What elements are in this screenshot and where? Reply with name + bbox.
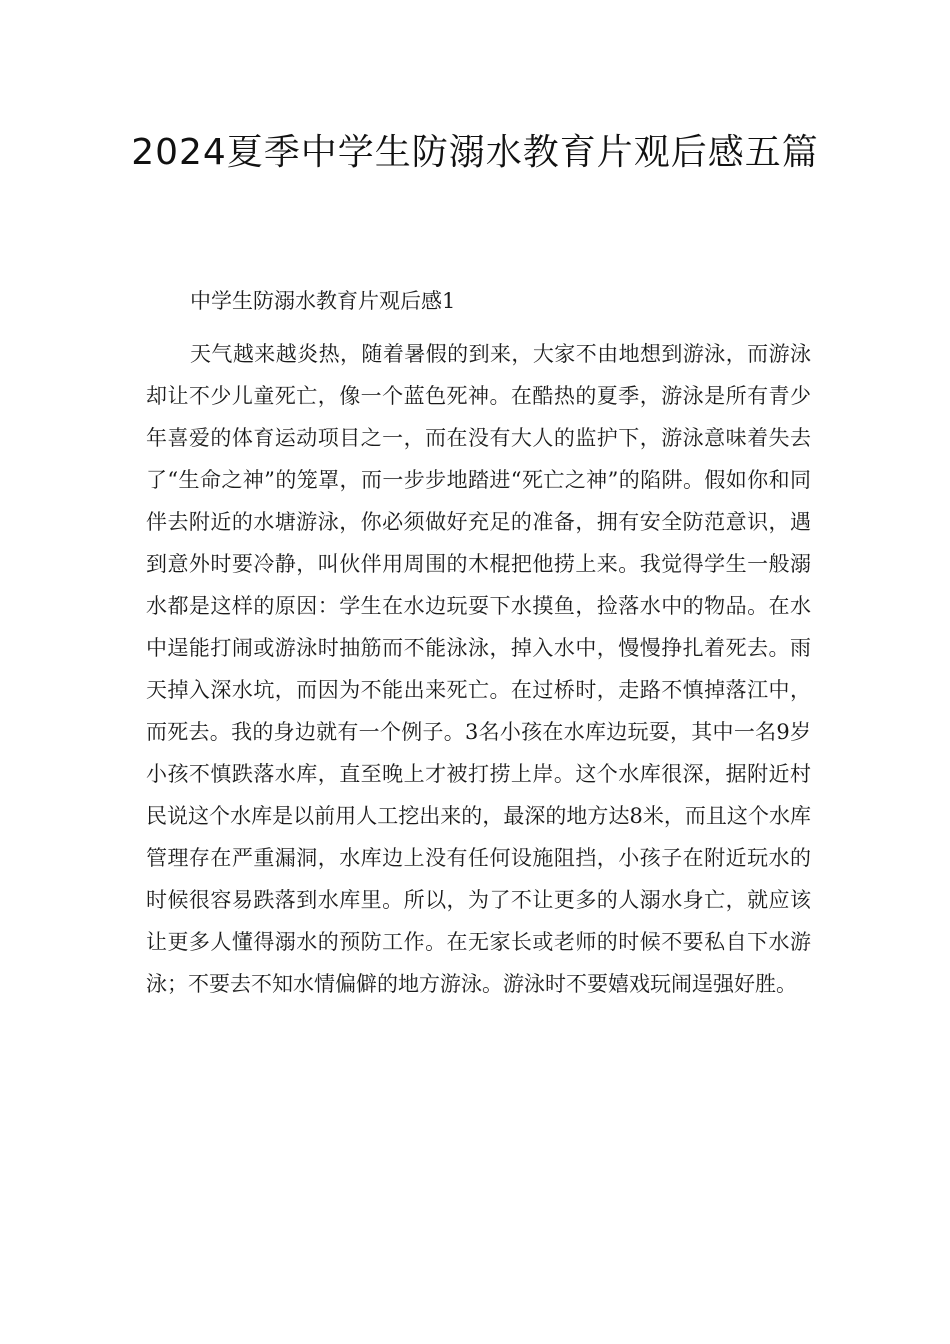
section-heading: 中学生防溺水教育片观后感1 bbox=[190, 289, 456, 313]
body-paragraph: 天气越来越炎热，随着暑假的到来，大家不由地想到游泳，而游泳却让不少儿童死亡，像一个蓝色死神。在酷热的夏季，游泳是所有青少年喜爱的体育运动项目之一，而在没有大人的监护下，游泳意味着失去了“生命之神”的笼罩，而一步步地踏进“死亡之神”的陷阱。假如你和同伴去附近的水塘游泳，你必须做好充足的准备，拥有安全防范意识，遇到意外时要冷静，叫伙伴用周围的木棍把他捞上来。我觉得学生一般溺水都是这样的原因：学生在水边玩耍下水摸鱼，捡落水中的物品。在水中逞能打闹或游泳时抽筋而不能泳泳，掉入水中，慢慢挣扎着死去。雨天掉入深水坑，而因为不能出来死亡。在过桥时，走路不慎掉落江中，而死去。我的身边就有一个例子。3名小孩在水库边玩耍，其中一名9岁小孩不慎跌落水库，直至晚上才被打捞上岸。这个水库很深，据附近村民说这个水库是以前用人工挖出来的，最深的地方达8米，而且这个水库管理存在严重漏洞，水库边上没有任何设施阻挡，小孩子在附近玩水的时候很容易跌落到水库里。所以，为了不让更多的人溺水身亡，就应该让更多人懂得溺水的预防工作。在无家长或老师的时候不要私自下水游泳；不要去不知水情偏僻的地方游泳。游泳时不要嬉戏玩闹逞强好胜。 bbox=[146, 342, 811, 996]
document-title: 2024夏季中学生防溺水教育片观后感五篇 bbox=[131, 132, 819, 173]
document-body bbox=[146, 283, 811, 1005]
